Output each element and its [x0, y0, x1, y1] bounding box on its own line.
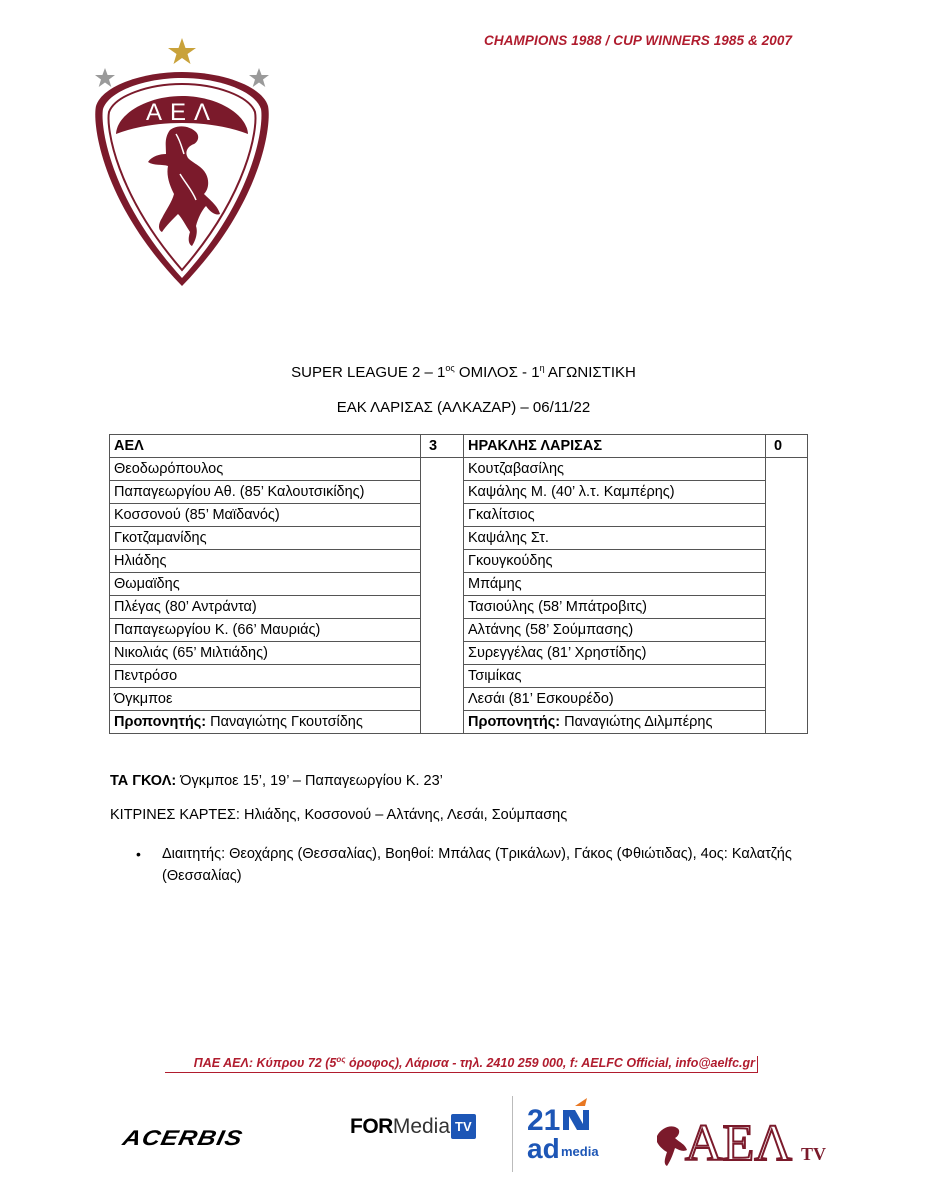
- away-coach-cell: [464, 711, 766, 734]
- table-row: [110, 504, 808, 527]
- home-team-name: ΑΕΛ: [110, 435, 421, 458]
- home-player: Θωμαϊδης: [110, 573, 421, 596]
- ael-tv-horse-icon: [657, 1126, 687, 1166]
- blank-cell: [766, 573, 808, 596]
- home-player: Όγκμποε: [110, 688, 421, 711]
- blank-cell: [766, 596, 808, 619]
- away-player: Τσιμίκας: [464, 665, 766, 688]
- home-player: Παπαγεωργίου Αθ. (85’ Καλουτσικίδης): [110, 481, 421, 504]
- blank-cell: [421, 688, 464, 711]
- table-row: [110, 573, 808, 596]
- media21-svg: [527, 1096, 617, 1168]
- away-player: Καψάλης Στ.: [464, 527, 766, 550]
- media21-number: 21: [527, 1104, 561, 1137]
- blank-cell: [766, 619, 808, 642]
- home-score: 3: [421, 435, 464, 458]
- home-player: Κοσσονού (85’ Μαϊδανός): [110, 504, 421, 527]
- away-player: Αλτάνης (58’ Σούμπασης): [464, 619, 766, 642]
- acerbis-logo: ACERBIS: [120, 1126, 246, 1150]
- bullet-icon: •: [136, 846, 141, 862]
- table-row: [110, 550, 808, 573]
- media21-n-icon: [563, 1110, 589, 1130]
- match-venue: ΕΑΚ ΛΑΡΙΣΑΣ (ΑΛΚΑΖΑΡ) – 06/11/22: [336, 399, 591, 416]
- home-player: Πλέγας (80’ Αντράντα): [110, 596, 421, 619]
- blank-cell: [766, 481, 808, 504]
- yellow-cards-line: [110, 807, 567, 823]
- away-player: Τασιούλης (58’ Μπάτροβιτς): [464, 596, 766, 619]
- blank-cell: [766, 688, 808, 711]
- goals-line: [110, 773, 443, 789]
- sponsor-divider: [512, 1096, 513, 1172]
- blank-cell: [766, 504, 808, 527]
- blank-cell: [421, 711, 464, 734]
- footer-address: [165, 1056, 758, 1073]
- table-row: [110, 642, 808, 665]
- lineups-header-row: [110, 435, 808, 458]
- table-row: [110, 665, 808, 688]
- coach-label: Προπονητής:: [468, 714, 561, 730]
- away-player: Καψάλης Μ. (40’ λ.τ. Καμπέρης): [464, 481, 766, 504]
- match-title-sup1: ος: [445, 363, 455, 373]
- blank-cell: [421, 527, 464, 550]
- crest-text: ΑΕΛ: [145, 99, 219, 126]
- match-title-part2: ΟΜΙΛΟΣ - 1: [454, 364, 540, 381]
- sponsors-bar: [0, 1096, 927, 1176]
- ael-tv-badge: TV: [801, 1144, 827, 1164]
- away-player: Συρεγγέλας (81’ Χρηστίδης): [464, 642, 766, 665]
- home-player: Θεοδωρόπουλος: [110, 458, 421, 481]
- table-row: [110, 619, 808, 642]
- blank-cell: [766, 458, 808, 481]
- away-player: Γκουγκούδης: [464, 550, 766, 573]
- away-coach-name: Παναγιώτης Διλμπέρης: [560, 714, 713, 730]
- gold-star-icon: [168, 38, 196, 64]
- home-player: Παπαγεωργίου Κ. (66’ Μαυριάς): [110, 619, 421, 642]
- formedia-text-light: Media: [392, 1114, 451, 1138]
- blank-cell: [421, 665, 464, 688]
- table-row: [110, 527, 808, 550]
- away-player: Λεσάι (81’ Εσκουρέδο): [464, 688, 766, 711]
- table-row: [110, 596, 808, 619]
- match-title-sup2: η: [539, 363, 545, 373]
- match-title-part3: ΑΓΩΝΙΣΤΙΚΗ: [544, 364, 636, 381]
- formedia-text-bold: FOR: [350, 1114, 393, 1138]
- home-player: Γκοτζαμανίδης: [110, 527, 421, 550]
- blank-cell: [421, 573, 464, 596]
- silver-star-left-icon: [95, 68, 115, 87]
- media21-logo: [527, 1096, 617, 1168]
- cards-text: Ηλιάδης, Κοσσονού – Αλτάνης, Λεσάι, Σούμπασης: [239, 807, 568, 823]
- away-player: Γκαλίτσιος: [464, 504, 766, 527]
- match-title: [0, 364, 927, 381]
- blank-cell: [421, 458, 464, 481]
- away-score: 0: [766, 435, 808, 458]
- blank-cell: [421, 619, 464, 642]
- lineups-table: [109, 434, 808, 734]
- footer-address-part1: ΠΑΕ ΑΕΛ: Κύπρου 72 (5: [193, 1056, 337, 1070]
- silver-star-right-icon: [249, 68, 269, 87]
- home-player: Ηλιάδης: [110, 550, 421, 573]
- ael-tv-svg: [653, 1100, 833, 1170]
- media21-media: media: [561, 1144, 599, 1159]
- table-row: [110, 688, 808, 711]
- ael-crest-logo: [92, 34, 272, 290]
- blank-cell: [421, 481, 464, 504]
- media21-accent-icon: [575, 1098, 587, 1106]
- crest-svg: [92, 34, 272, 290]
- goals-text: Όγκμποε 15’, 19’ – Παπαγεωργίου Κ. 23’: [176, 773, 443, 789]
- formedia-tv-logo: [350, 1114, 476, 1139]
- goals-label: ΤΑ ΓΚΟΛ:: [110, 773, 177, 789]
- officials-text: Διαιτητής: Θεοχάρης (Θεσσαλίας), Βοηθοί: Μπάλας (Τρικάλων), Γάκος (Φθιώτιδας), 4ος: Καλατζής (Θεσσαλίας): [162, 846, 792, 884]
- home-player: Πεντρόσο: [110, 665, 421, 688]
- away-player: Μπάμης: [464, 573, 766, 596]
- ael-tv-logo: [653, 1100, 833, 1170]
- coaches-row: [110, 711, 808, 734]
- formedia-tv-badge: TV: [451, 1114, 476, 1139]
- footer-address-sup: ος: [336, 1054, 346, 1064]
- match-title-part1: SUPER LEAGUE 2 – 1: [291, 364, 446, 381]
- blank-cell: [766, 642, 808, 665]
- footer-address-part2: όροφος), Λάρισα - τηλ. 2410 259 000, f: AELFC Official, info@aelfc.gr: [345, 1056, 755, 1070]
- away-team-name: ΗΡΑΚΛΗΣ ΛΑΡΙΣΑΣ: [464, 435, 766, 458]
- blank-cell: [421, 504, 464, 527]
- cards-label: ΚΙΤΡΙΝΕΣ ΚΑΡΤΕΣ:: [110, 807, 240, 823]
- table-row: [110, 481, 808, 504]
- home-coach-cell: [110, 711, 421, 734]
- blank-cell: [421, 550, 464, 573]
- blank-cell: [421, 596, 464, 619]
- blank-cell: [766, 711, 808, 734]
- home-player: Νικολιάς (65’ Μιλτιάδης): [110, 642, 421, 665]
- ael-tv-text: ΑΕΛ: [685, 1115, 793, 1170]
- blank-cell: [766, 550, 808, 573]
- home-coach-name: Παναγιώτης Γκουτσίδης: [206, 714, 363, 730]
- coach-label: Προπονητής:: [114, 714, 207, 730]
- away-player: Κουτζαβασίλης: [464, 458, 766, 481]
- blank-cell: [421, 642, 464, 665]
- top-banner: CHAMPIONS 1988 / CUP WINNERS 1985 & 2007: [484, 33, 793, 48]
- blank-cell: [766, 665, 808, 688]
- blank-cell: [766, 527, 808, 550]
- table-row: [110, 458, 808, 481]
- officials-list-item: [136, 843, 802, 887]
- media21-ad: ad: [527, 1133, 560, 1164]
